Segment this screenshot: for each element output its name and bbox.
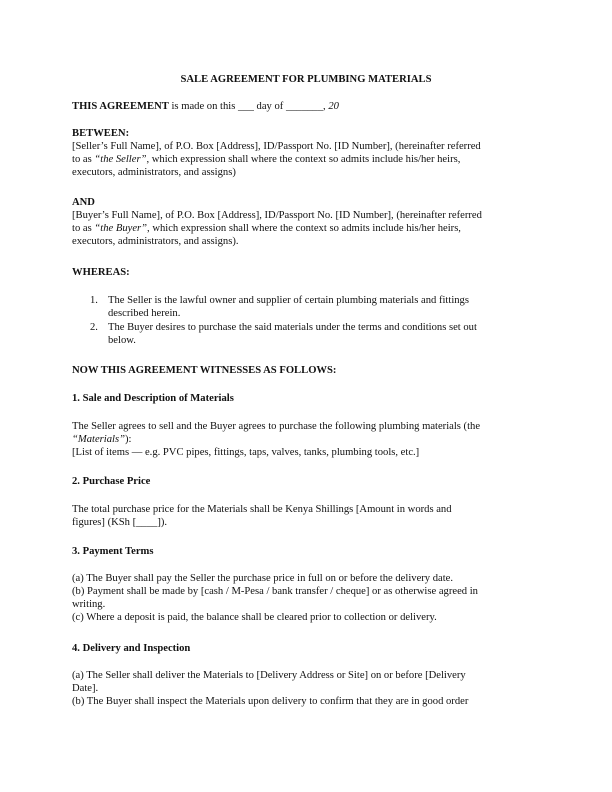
buyer-party-block xyxy=(72,209,542,248)
intro-bold: THIS AGREEMENT xyxy=(72,101,169,112)
section-3-clause-b-line-1: (b) Payment shall be made by [cash / M-Pesa / bank transfer / cheque] or as otherwise agreed in xyxy=(72,586,478,597)
section-3-clause-b-line-2: writing. xyxy=(72,599,106,610)
section-1-line-3: [List of items — e.g. PVC pipes, fittings, taps, valves, tanks, plumbing tools, etc.] xyxy=(72,447,420,458)
list-item-line-2: below. xyxy=(108,335,136,346)
list-item-text xyxy=(108,321,528,347)
buyer-line-3: executors, administrators, and assigns). xyxy=(72,236,239,247)
whereas-list xyxy=(0,294,612,348)
seller-line-2 xyxy=(72,153,542,166)
intro-year: 20 xyxy=(328,101,339,112)
list-item-number: 2. xyxy=(90,322,98,333)
seller-party-block xyxy=(72,140,542,179)
whereas-heading: WHEREAS: xyxy=(72,267,130,278)
between-heading: BETWEEN: xyxy=(72,128,130,139)
list-item-text xyxy=(108,294,528,320)
witnesses-heading: NOW THIS AGREEMENT WITNESSES AS FOLLOWS: xyxy=(72,365,337,376)
section-2-line-2: figures] (KSh [____]). xyxy=(72,517,168,528)
buyer-line-1: [Buyer’s Full Name], of P.O. Box [Address], ID/Passport No. [ID Number], (hereinafter referred xyxy=(72,210,482,221)
section-4-body xyxy=(72,669,542,708)
list-item xyxy=(0,321,612,348)
seller-line-2-pre: to as xyxy=(72,154,95,165)
section-1-line-2-post: ): xyxy=(124,434,132,445)
section-1-line-2 xyxy=(72,433,542,446)
and-heading: AND xyxy=(72,197,95,208)
section-3-clause-a: (a) The Buyer shall pay the Seller the purchase price in full on or before the delivery date. xyxy=(72,573,454,584)
document-title: SALE AGREEMENT FOR PLUMBING MATERIALS xyxy=(180,74,432,85)
buyer-line-2 xyxy=(72,222,542,235)
seller-line-3: executors, administrators, and assigns) xyxy=(72,167,236,178)
list-item xyxy=(0,294,612,321)
buyer-line-2-post: , which expression shall where the context so admits include his/her heirs, xyxy=(147,223,461,234)
intro-text: is made on this ___ day of _______, xyxy=(168,101,329,112)
list-item-number: 1. xyxy=(90,295,98,306)
section-3-body xyxy=(72,572,542,624)
materials-defined-term: “Materials” xyxy=(72,434,125,445)
buyer-line-2-pre: to as xyxy=(72,223,95,234)
agreement-intro xyxy=(72,100,542,113)
section-1-line-1: The Seller agrees to sell and the Buyer agrees to purchase the following plumbing materials (the xyxy=(72,421,481,432)
section-3-clause-c: (c) Where a deposit is paid, the balance shall be cleared prior to collection or delivery. xyxy=(72,612,437,623)
seller-line-2-post: , which expression shall where the context so admits include his/her heirs, xyxy=(146,154,461,165)
section-4-clause-b-line-1: (b) The Buyer shall inspect the Materials upon delivery to confirm that they are in good order xyxy=(72,696,469,707)
list-item-line-1: The Seller is the lawful owner and supplier of certain plumbing materials and fittings xyxy=(108,295,469,306)
seller-line-1: [Seller’s Full Name], of P.O. Box [Address], ID/Passport No. [ID Number], (hereinafter referred xyxy=(72,141,481,152)
section-4-clause-a-line-1: (a) The Seller shall deliver the Materials to [Delivery Address or Site] on or before [Delivery xyxy=(72,670,466,681)
section-4-clause-a-line-2: Date]. xyxy=(72,683,99,694)
seller-defined-term: “the Seller” xyxy=(94,154,147,165)
list-item-line-1: The Buyer desires to purchase the said materials under the terms and conditions set out xyxy=(108,322,477,333)
section-4-heading: 4. Delivery and Inspection xyxy=(72,643,191,654)
section-3-heading: 3. Payment Terms xyxy=(72,546,154,557)
section-2-body xyxy=(72,503,542,529)
section-2-line-1: The total purchase price for the Materials shall be Kenya Shillings [Amount in words and xyxy=(72,504,452,515)
section-1-body xyxy=(72,420,542,459)
list-item-line-2: described herein. xyxy=(108,308,181,319)
buyer-defined-term: “the Buyer” xyxy=(94,223,148,234)
section-1-heading: 1. Sale and Description of Materials xyxy=(72,393,234,404)
section-2-heading: 2. Purchase Price xyxy=(72,476,151,487)
